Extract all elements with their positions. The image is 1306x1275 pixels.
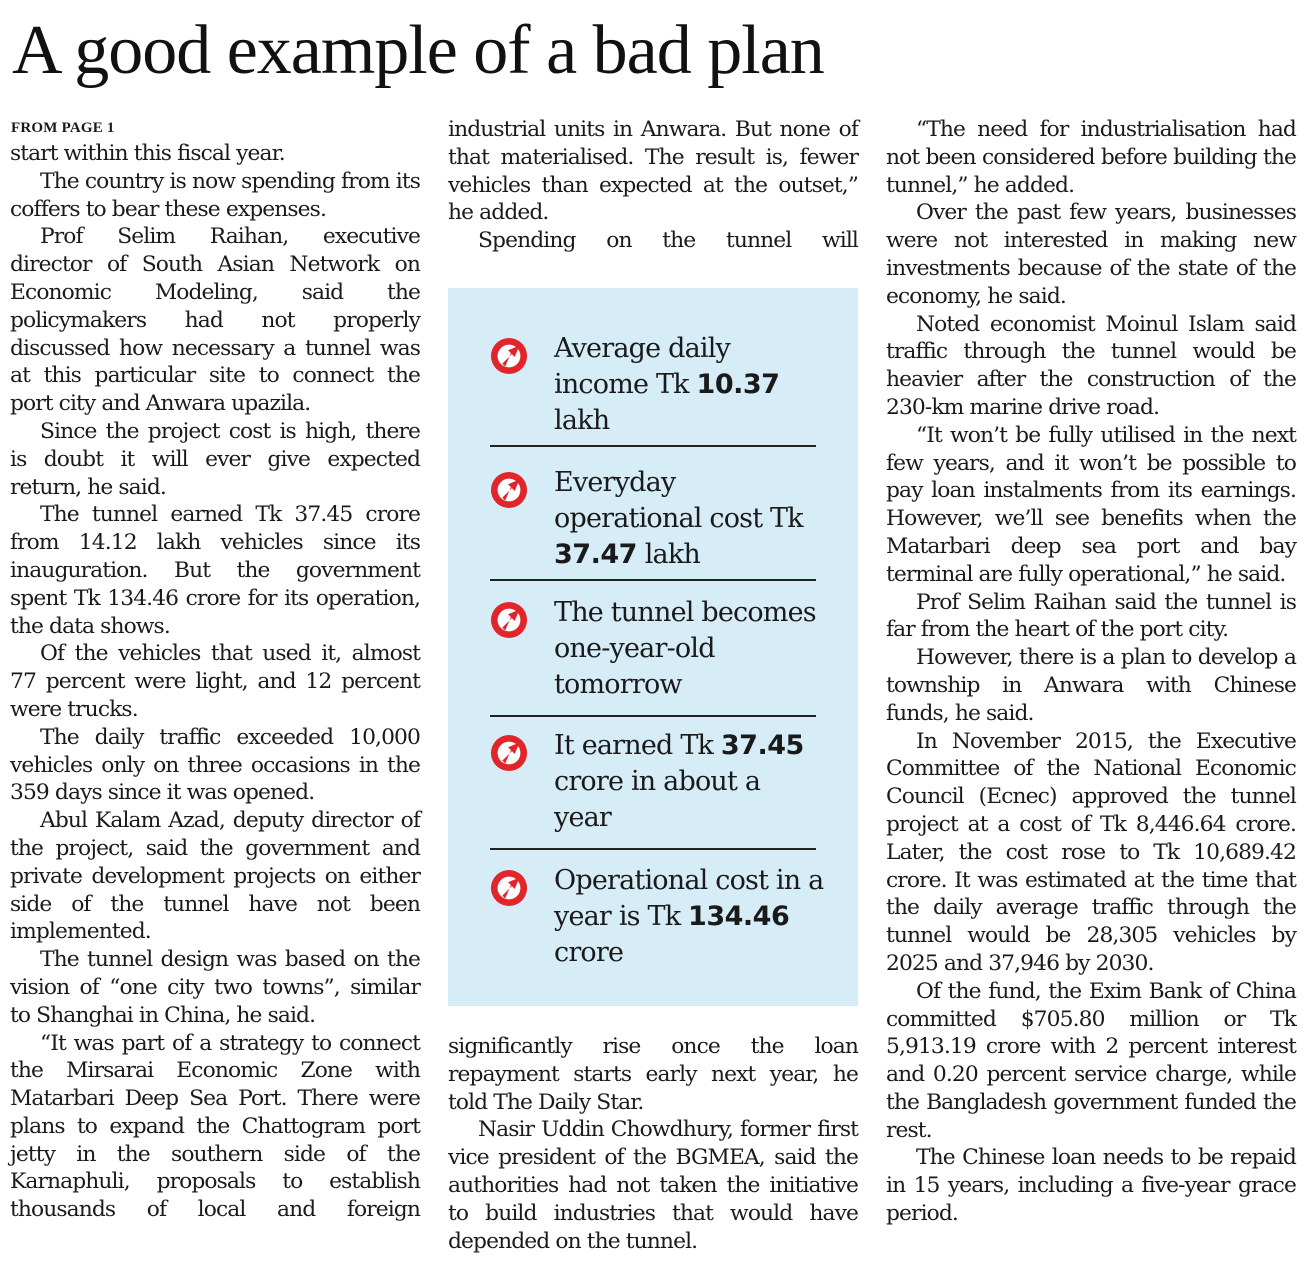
paragraph: Prof Selim Raihan, executive director of South Asian Network on Economic Modeling, said the policymakers had not properly discussed how necessary a tunnel was at this particular site to connect the port city and Anwara upazila. (10, 224, 420, 417)
paragraph: Of the fund, the Exim Bank of China committed $705.80 million or Tk 5,913.19 crore with 2 percent interest and 0.20 percent service charge, while the Bangladesh government funded the rest. (886, 978, 1296, 1143)
kicker-from-page: FROM PAGE 1 (11, 120, 115, 136)
arrow-up-right-circle-icon (490, 734, 528, 772)
headline: A good example of a bad plan (12, 12, 824, 89)
arrow-up-right-circle-icon (490, 601, 528, 639)
article-column-3 (886, 116, 1296, 1228)
paragraph: significantly rise once the loan repayment starts early next year, he told The Daily Star. (448, 1034, 858, 1115)
factbox-text: lakh (636, 539, 700, 570)
factbox (448, 288, 858, 1006)
paragraph: Nasir Uddin Chowdhury, former first vice president of the BGMEA, said the authorities had not taken the initiative to build industries that would have depended on the tunnel. (448, 1117, 858, 1254)
paragraph: In November 2015, the Executive Committee of the National Economic Council (Ecnec) approved the tunnel project at a cost of Tk 8,446.64 crore. Later, the cost rose to Tk 10,689.42 crore. It was estimated at the time that the daily average traffic through the tunnel would be 28,305 vehicles by 2025 and 37,946 by 2030. (886, 728, 1296, 976)
paragraph: The tunnel earned Tk 37.45 crore from 14.12 lakh vehicles since its inauguration. But the government spent Tk 134.46 crore for its operation, the data shows. (10, 502, 420, 639)
paragraph: However, there is a plan to develop a township in Anwara with Chinese funds, he said. (886, 645, 1296, 726)
factbox-figure: 37.47 (554, 539, 637, 570)
factbox-text: crore (554, 937, 624, 968)
paragraph: “It won’t be fully utilised in the next few years, and it won’t be possible to pay loan instalments from its earnings. However, we’ll see benefits when the Matarbari deep sea port and bay terminal are fully operational,” he said. (886, 422, 1296, 587)
paragraph: Of the vehicles that used it, almost 77 percent were light, and 12 percent were trucks. (10, 641, 420, 722)
factbox-text: Operational cost in a year is Tk (554, 865, 824, 932)
paragraph: Spending on the tunnel will (478, 228, 858, 254)
factbox-figure: 10.37 (696, 369, 780, 400)
article-column-1 (10, 140, 420, 1224)
factbox-text: Everyday operational cost Tk (554, 467, 803, 534)
paragraph: The tunnel design was based on the vision of “one city two towns”, similar to Shanghai in China, he said. (10, 947, 420, 1028)
factbox-text: The tunnel becomes one-year-old tomorrow (554, 597, 816, 700)
paragraph: Abul Kalam Azad, deputy director of the project, said the government and private development projects on either side of the tunnel have not been implemented. (10, 808, 420, 945)
paragraph: industrial units in Anwara. But none of that materialised. The result is, fewer vehicles than expected at the outset,” he added. (448, 117, 858, 226)
arrow-up-right-circle-icon (490, 337, 528, 375)
factbox-text: lakh (554, 405, 610, 436)
arrow-up-right-circle-icon (490, 869, 528, 907)
divider (490, 445, 816, 447)
paragraph: Prof Selim Raihan said the tunnel is far from the heart of the port city. (886, 589, 1296, 643)
paragraph: The Chinese loan needs to be repaid in 15 years, including a five-year grace period. (886, 1145, 1296, 1227)
paragraph: Noted economist Moinul Islam said traffic through the tunnel would be heavier after the construction of the 230-km marine drive road. (886, 311, 1296, 420)
paragraph: Over the past few years, businesses were not interested in making new investments because of the state of the economy, he said. (886, 200, 1296, 309)
factbox-text: crore in about a year (554, 766, 761, 833)
article-column-2-bottom (448, 1033, 858, 1255)
paragraph: “It was part of a strategy to connect the Mirsarai Economic Zone with Matarbari Deep Sea Port. There were plans to expand the Chattogram port jetty in the southern side of the Karnaphuli, proposals to establish thousands of local and foreign (10, 1030, 420, 1223)
factbox-text: It earned Tk (554, 730, 721, 761)
divider (490, 715, 816, 717)
paragraph: “The need for industrialisation had not been considered before building the tunnel,” he added. (886, 117, 1296, 198)
divider (490, 848, 816, 850)
factbox-figure: 134.46 (688, 901, 790, 932)
paragraph: The daily traffic exceeded 10,000 vehicles only on three occasions in the 359 days since it was opened. (10, 724, 420, 806)
divider (490, 579, 816, 581)
paragraph: start within this fiscal year. (10, 141, 285, 166)
arrow-up-right-circle-icon (490, 471, 528, 509)
article-column-2-top (448, 116, 858, 255)
factbox-figure: 37.45 (720, 730, 804, 761)
factbox-text: Average daily income Tk (554, 333, 730, 400)
paragraph: The country is now spending from its coffers to bear these expenses. (10, 168, 420, 222)
paragraph: Since the project cost is high, there is doubt it will ever give expected return, he said. (10, 418, 420, 500)
